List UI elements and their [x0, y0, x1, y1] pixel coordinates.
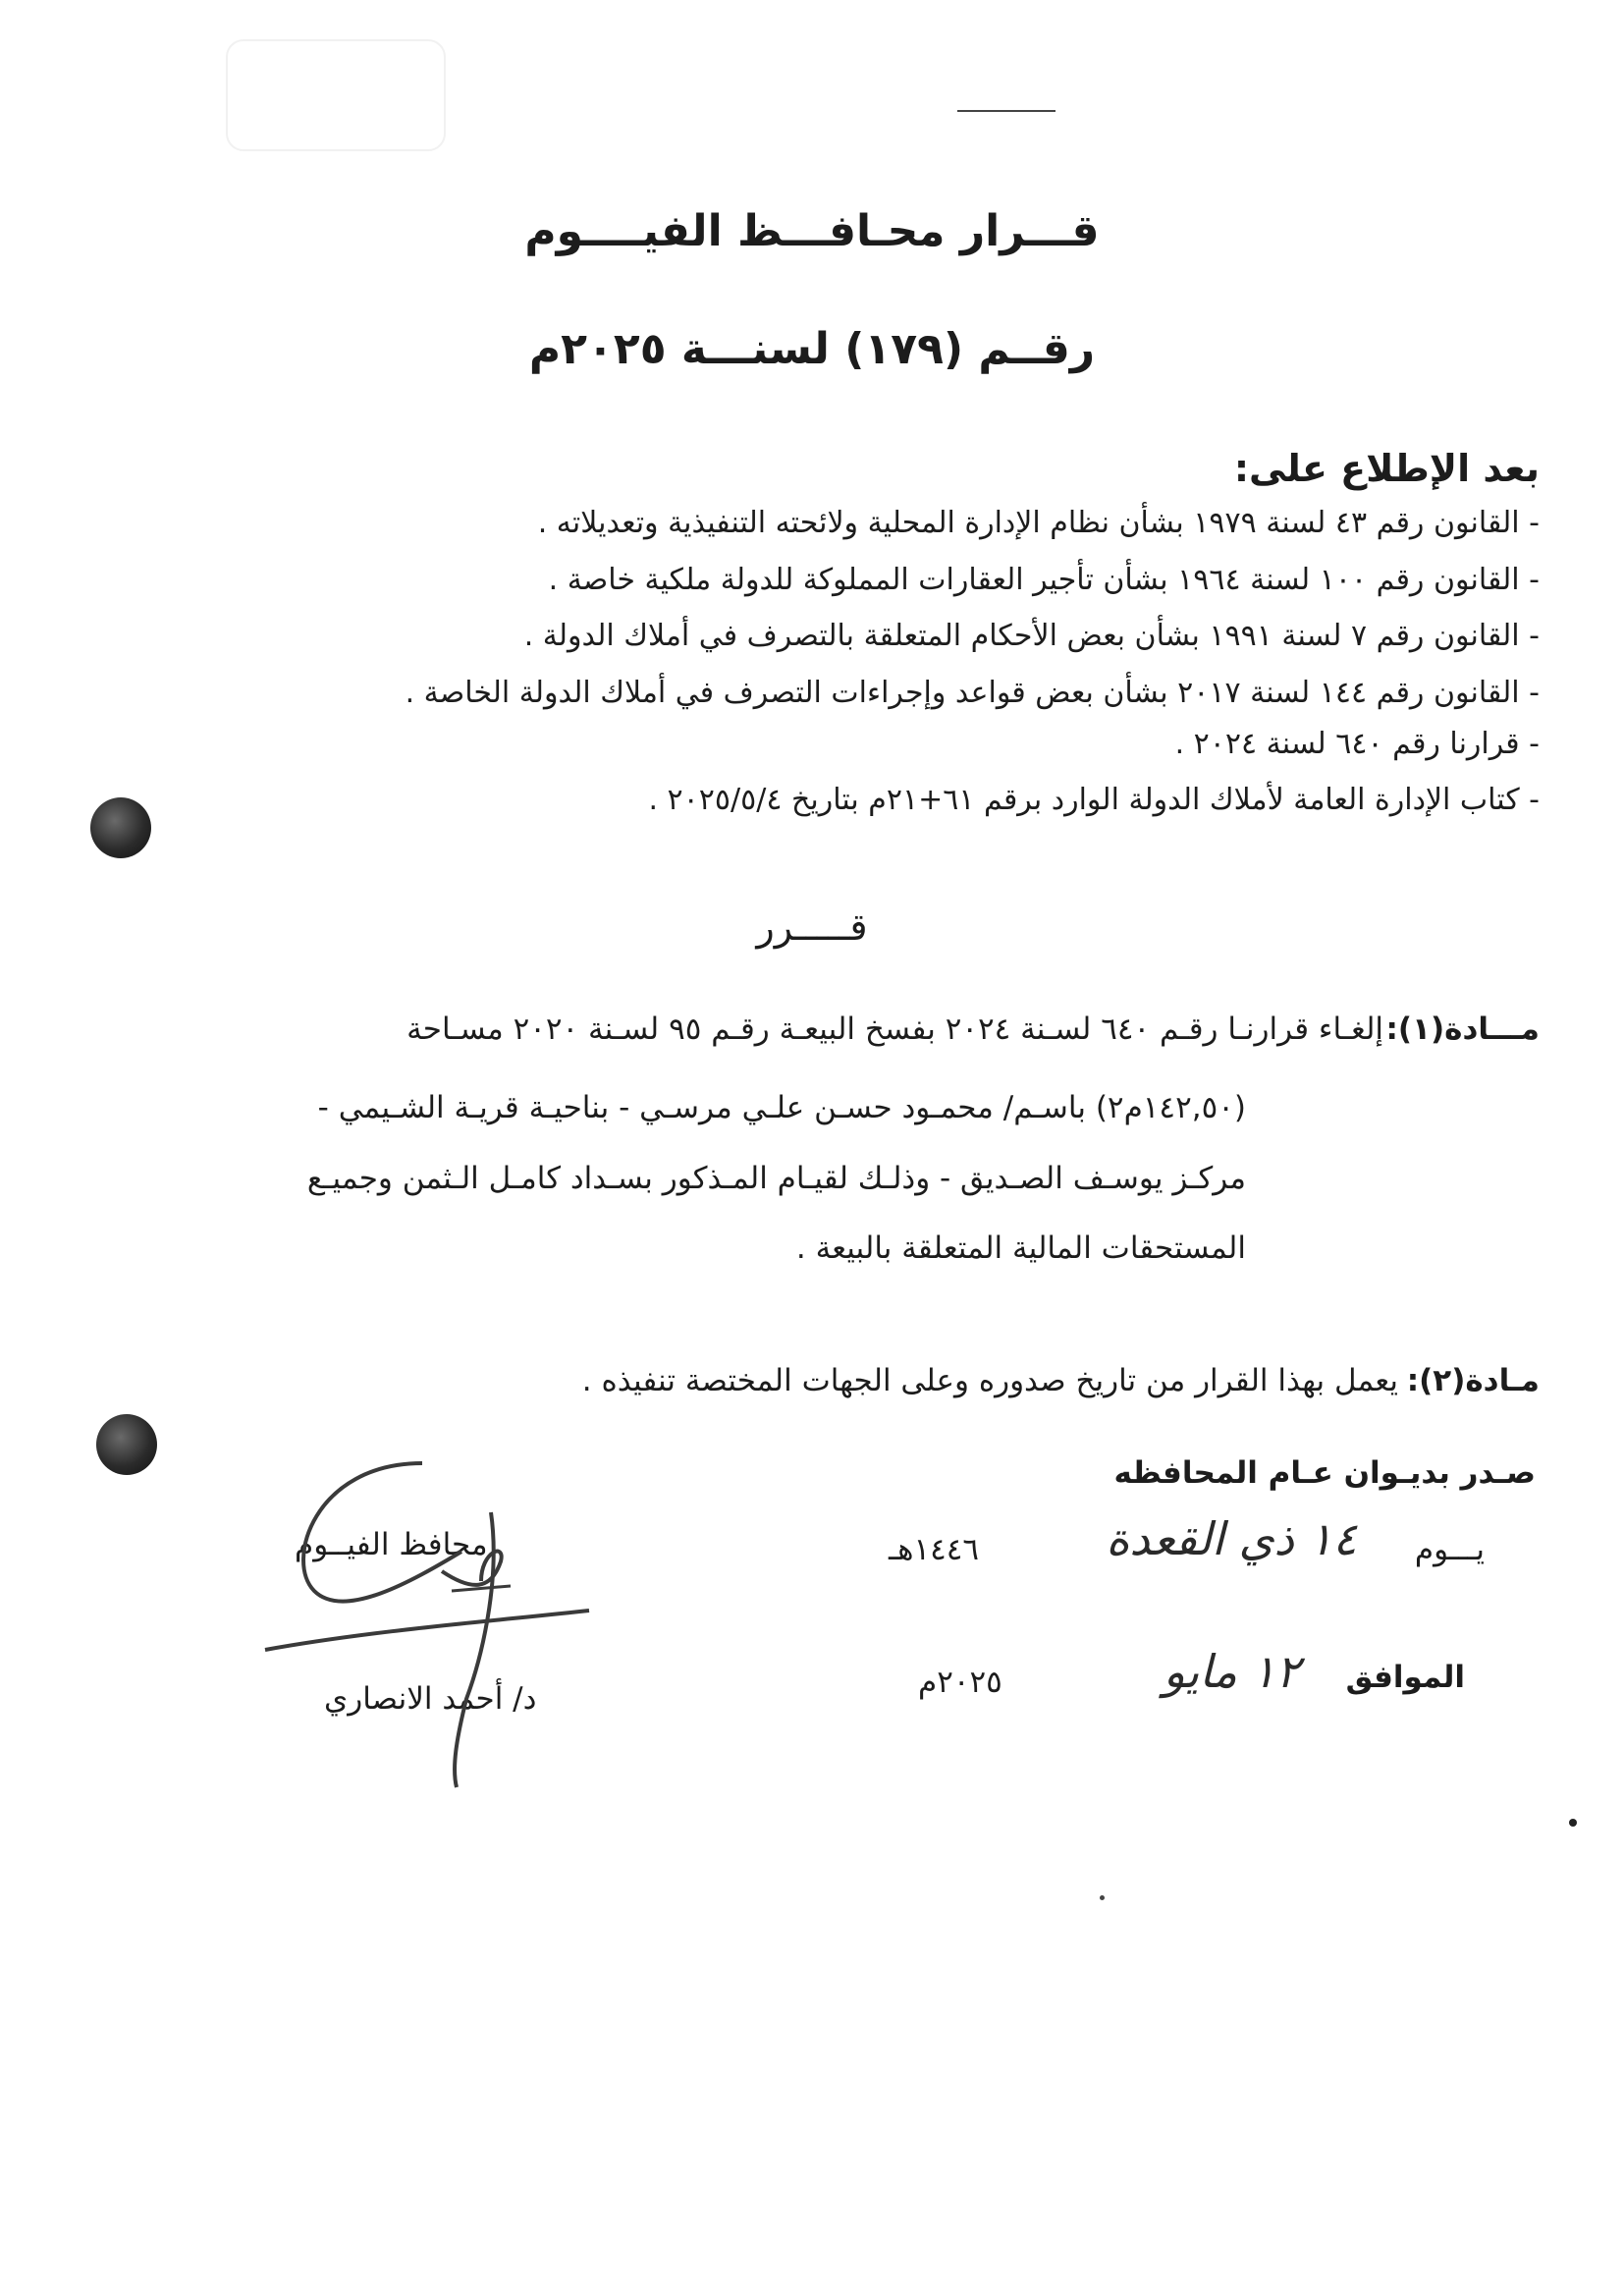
preamble-item: - القانون رقم ١٠٠ لسنة ١٩٦٤ بشأن تأجير العقارات المملوكة للدولة ملكية خاصة . [548, 563, 1540, 597]
hijri-year: ١٤٤٦هـ [889, 1532, 980, 1567]
stray-mark [1100, 1895, 1105, 1900]
gregorian-date-handwritten: ١٢ مايو [1163, 1645, 1300, 1698]
issued-line: صـدر بديـوان عـام المحافظه [1113, 1455, 1536, 1491]
article-1-label: مـــادة(١): [1385, 1011, 1540, 1047]
gregorian-year: ٢٠٢٥م [918, 1665, 1002, 1700]
article-2-line: يعمل بهذا القرار من تاريخ صدوره وعلى الجهات المختصة تنفيذه . [581, 1363, 1398, 1398]
top-rule [957, 110, 1056, 112]
preamble-heading: بعد الإطلاع على: [1233, 447, 1540, 490]
preamble-item: - القانون رقم ٧ لسنة ١٩٩١ بشأن بعض الأحكام المتعلقة بالتصرف في أملاك الدولة . [523, 619, 1540, 653]
article-1-line: مركـز يوسـف الصـديق - وذلـك لقيـام المـذكور بسـداد كامـل الـثمن وجميـع [306, 1161, 1246, 1196]
decree-number: رقــم (١٧٩) لسنـــة ٢٠٢٥م [528, 324, 1096, 374]
gregorian-date-prefix: الموافق [1345, 1660, 1465, 1695]
hole-punch-top [90, 797, 151, 858]
hijri-date-prefix: يـــوم [1414, 1532, 1485, 1567]
stray-mark [1569, 1819, 1577, 1827]
hijri-date-handwritten: ١٤ ذي القعدة [1106, 1512, 1357, 1565]
preamble-item: - كتاب الإدارة العامة لأملاك الدولة الوارد برقم ٦١+٢١م بتاريخ ٢٠٢٥/٥/٤ . [648, 783, 1540, 817]
handwritten-signature [255, 1444, 628, 1797]
article-2-label: مـادة(٢): [1406, 1363, 1540, 1398]
article-1-line: إلغـاء قرارنـا رقـم ٦٤٠ لسـنة ٢٠٢٤ بفسخ البيعـة رقـم ٩٥ لسـنة ٢٠٢٠ مسـاحة [406, 1011, 1383, 1047]
hole-punch-bottom [96, 1414, 157, 1475]
preamble-item: - القانون رقم ١٤٤ لسنة ٢٠١٧ بشأن بعض قواعد وإجراءات التصرف في أملاك الدولة الخاصة . [405, 676, 1540, 710]
article-1-line: (١٤٢,٥٠م٢) باسـم/ محمـود حسـن علـي مرسـي - بناحيـة قريـة الشـيمي - [317, 1090, 1246, 1125]
signatory-name: د/ أحمد الانصاري [324, 1681, 537, 1717]
preamble-item: - قرارنا رقم ٦٤٠ لسنة ٢٠٢٤ . [1174, 727, 1540, 761]
faint-stamp [226, 39, 446, 151]
decree-title: قـــرار محـافـــظ الفيــــوم [524, 206, 1100, 256]
preamble-item: - القانون رقم ٤٣ لسنة ١٩٧٩ بشأن نظام الإدارة المحلية ولائحته التنفيذية وتعديلاته . [537, 506, 1540, 540]
signatory-title: محافظ الفيــوم [295, 1527, 488, 1562]
article-1-line: المستحقات المالية المتعلقة بالبيعة . [795, 1230, 1246, 1266]
decision-word: قـــــرر [756, 905, 868, 949]
